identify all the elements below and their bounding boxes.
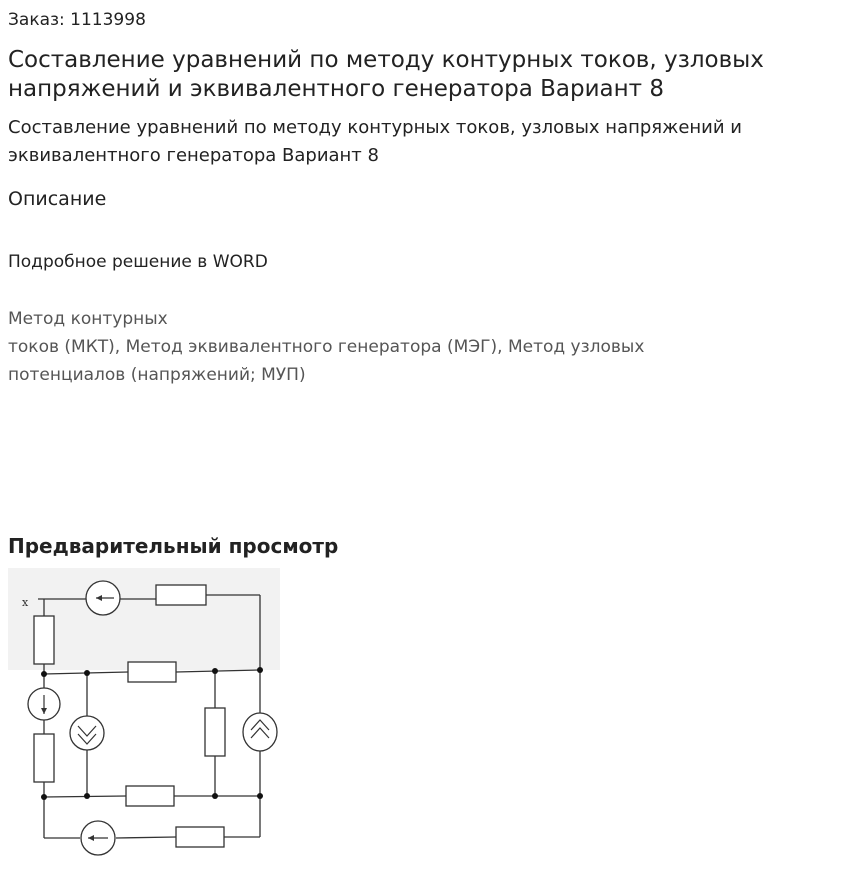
description-label: Описание: [8, 188, 107, 210]
description-detail: Подробное решение в WORD: [8, 252, 268, 272]
methods-text: [8, 305, 838, 389]
resistor-top: [156, 585, 206, 605]
resistor-left-top: [34, 616, 54, 664]
current-source-right: [243, 713, 277, 751]
methods-line-1: Метод контурных: [8, 309, 168, 329]
resistor-lower: [126, 786, 174, 806]
circuit-diagram: [8, 568, 288, 858]
methods-line-2: токов (МКТ), Метод эквивалентного генератора (МЭГ), Метод узловых: [8, 337, 645, 357]
resistor-left-bottom: [34, 734, 54, 782]
preview-image[interactable]: [8, 568, 288, 858]
current-source-left: [70, 716, 104, 750]
page-subtitle: Составление уравнений по методу контурных токов, узловых напряжений и эквивалентного генератора Вариант 8: [8, 117, 743, 166]
resistor-bottom: [176, 827, 224, 847]
resistor-middle: [128, 662, 176, 682]
preview-heading: Предварительный просмотр: [8, 534, 339, 558]
methods-line-3: потенциалов (напряжений; МУП): [8, 365, 306, 385]
resistor-inner-right: [205, 708, 225, 756]
circuit-mark: x: [22, 596, 29, 609]
page-title: Составление уравнений по методу контурных токов, узловых напряжений и эквивалентного генератора Вариант 8: [8, 47, 764, 102]
order-number: Заказ: 1113998: [8, 10, 146, 30]
